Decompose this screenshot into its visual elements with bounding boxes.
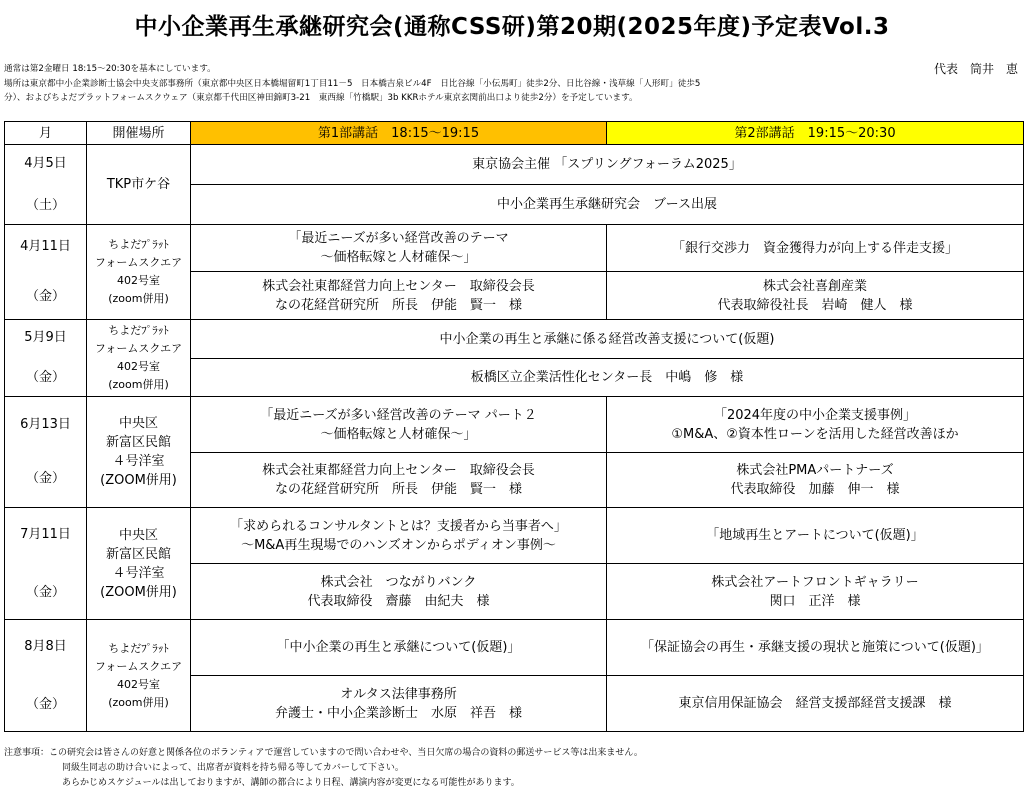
weekday: （金）	[25, 471, 65, 486]
month-cell	[5, 225, 87, 320]
speaker-line: 株式会社喜創産業	[762, 278, 867, 294]
part1-speaker	[191, 676, 607, 732]
table-row	[5, 225, 1024, 272]
speaker-line: オルタス法律事務所	[340, 686, 457, 702]
month-cell	[5, 145, 87, 225]
venue-line: ４号洋室	[112, 454, 165, 469]
date: 4月5日	[24, 155, 67, 171]
part1-title	[191, 508, 607, 564]
speaker-line: 代表取締役 齋藤 由紀夫 様	[307, 593, 490, 609]
note-line-3: あらかじめスケジュールは出しておりますが、講師の都合により日程、講演内容が変更になる可能性があります。	[62, 778, 520, 788]
part2-title	[607, 508, 1024, 564]
venue-line: 402号室	[117, 360, 160, 373]
representative: 代表 筒井 恵	[933, 62, 1018, 76]
speaker-line: 代表取締役社長 岩崎 健人 様	[717, 297, 913, 313]
venue-line: フォームスクエア	[94, 342, 183, 355]
title-line: ～M&A再生現場でのハンズオンからポディオン事例～	[241, 537, 556, 553]
speaker-line: なの花経営研究所 所長 伊能 賢一 様	[274, 482, 522, 497]
month-cell	[5, 320, 87, 397]
venue-line: 中央区	[118, 527, 158, 543]
weekday: （金）	[25, 696, 65, 712]
title-line: ～価格転嫁と人材確保～」	[320, 250, 477, 265]
schedule-table	[4, 121, 1024, 732]
part1-title	[191, 225, 607, 272]
title-line: 「保証協会の再生・承継支援の現状と施策について(仮題)」	[641, 640, 989, 655]
part2-speaker	[607, 453, 1024, 508]
part2-title	[607, 620, 1024, 676]
table-row	[5, 145, 1024, 185]
venue-cell	[87, 397, 191, 508]
table-row	[5, 620, 1024, 676]
weekday: （金）	[25, 584, 65, 600]
part1-speaker	[191, 272, 607, 320]
venue-cell	[87, 508, 191, 620]
venue-line: ４号洋室	[112, 565, 165, 581]
joint-lecture-title: 中小企業の再生と承継に係る経営改善支援について(仮題)	[191, 320, 1024, 359]
venue-line: (zoom併用)	[108, 378, 169, 391]
month-cell	[5, 620, 87, 732]
joint-lecture-title: 東京協会主催 「スプリングフォーラム2025」	[191, 145, 1024, 185]
header-venue: 開催場所	[87, 122, 191, 145]
part2-speaker	[607, 272, 1024, 320]
title-line: 「中小企業の再生と承継について(仮題)」	[276, 640, 521, 655]
weekday: （金）	[25, 370, 65, 385]
notes	[4, 746, 1014, 791]
speaker-line: 株式会社 つながりバンク	[320, 574, 477, 590]
venue-line: フォームスクエア	[94, 256, 183, 269]
speaker-line: 代表取締役 加藤 伸一 様	[730, 482, 900, 497]
part1-title	[191, 620, 607, 676]
table-row	[5, 397, 1024, 453]
venue-line: (zoom併用)	[108, 695, 169, 709]
intro-line-3: 分）、およびちよだプラットフォームスクウェア（東京都千代田区神田錦町3-21 東西線「竹橋駅」3b KKRホテル東京玄関前出口より徒歩2分）を予定しています。	[4, 93, 638, 103]
month-cell	[5, 397, 87, 508]
weekday: （土）	[25, 197, 65, 213]
speaker-line: 株式会社東都経営力向上センター 取締役会長	[262, 278, 535, 294]
venue-line: ちよだﾌﾟﾗｯﾄ	[108, 324, 169, 337]
date: 4月11日	[20, 239, 71, 254]
table-row	[5, 320, 1024, 359]
title-line: 「銀行交渉力 資金獲得力が向上する伴走支援」	[671, 240, 958, 256]
intro-text	[4, 62, 904, 106]
header-row	[5, 122, 1024, 145]
date: 5月9日	[24, 330, 67, 345]
joint-lecture-speaker: 中小企業再生承継研究会 ブース出展	[191, 185, 1024, 225]
part2-speaker	[607, 676, 1024, 732]
note-line-1: 注意事項：この研究会は皆さんの好意と関係各位のボランティアで運営していますので問い合わせや、当日欠席の場合の資料の郵送サービス等は出来ません。	[4, 748, 643, 758]
weekday: （金）	[25, 289, 65, 304]
date: 8月8日	[24, 638, 67, 654]
venue-line: ちよだﾌﾟﾗｯﾄ	[108, 238, 169, 251]
note-line-2: 同級生同志の助け合いによって、出席者が資料を持ち帰る等してカバーして下さい。	[62, 763, 404, 773]
part2-speaker	[607, 564, 1024, 620]
venue-line: (ZOOM併用)	[100, 584, 177, 600]
venue-line: (zoom併用)	[108, 292, 169, 305]
title-line: 「2024年度の中小企業支援事例」	[713, 407, 917, 423]
venue-line: TKP市ケ谷	[106, 177, 171, 192]
table-row	[5, 508, 1024, 564]
speaker-line: 弁護士・中小企業診断士 水原 祥吾 様	[274, 705, 522, 721]
venue-line: 402号室	[117, 677, 160, 691]
date: 7月11日	[20, 526, 71, 542]
venue-cell	[87, 620, 191, 732]
part2-title	[607, 225, 1024, 272]
venue-line: ちよだﾌﾟﾗｯﾄ	[108, 641, 169, 655]
part1-speaker	[191, 453, 607, 508]
venue-line: フォームスクエア	[94, 659, 183, 673]
part2-title	[607, 397, 1024, 453]
speaker-line: 東京信用保証協会 経営支援部経営支援課 様	[678, 696, 952, 711]
title-line: 「最近ニーズが多い経営改善のテーマ パート２	[260, 407, 537, 423]
title-line: 「地域再生とアートについて(仮題)」	[706, 528, 924, 543]
speaker-line: 株式会社アートフロントギャラリー	[711, 574, 919, 590]
venue-line: (ZOOM併用)	[100, 473, 177, 488]
venue-line: 中央区	[118, 416, 158, 431]
speaker-line: 株式会社PMAパートナーズ	[736, 463, 894, 478]
joint-lecture-speaker: 板橋区立企業活性化センター長 中嶋 修 様	[191, 359, 1024, 397]
title-line: 「求められるコンサルタントとは？支援者から当事者へ」	[230, 518, 567, 534]
venue-line: 新富区民館	[105, 546, 171, 562]
speaker-line: なの花経営研究所 所長 伊能 賢一 様	[274, 297, 522, 313]
speaker-line: 関口 正洋 様	[769, 593, 861, 609]
intro-line-2: 場所は東京都中小企業診断士協会中央支部事務所（東京都中央区日本橋堀留町1丁目11－5 日本橋吉泉ビル4F 日比谷線「小伝馬町」徒歩2分、日比谷線・浅草線「人形町」徒歩5	[4, 78, 701, 89]
title-line: ～価格転嫁と人材確保～」	[320, 426, 477, 442]
venue-cell	[87, 145, 191, 225]
venue-cell	[87, 320, 191, 397]
part1-speaker	[191, 564, 607, 620]
header-part1: 第1部講話 18:15～19:15	[191, 122, 607, 145]
venue-cell	[87, 225, 191, 320]
intro-line-1: 通常は第2金曜日 18:15～20:30を基本にしています。	[4, 64, 216, 74]
month-cell	[5, 508, 87, 620]
part1-title	[191, 397, 607, 453]
venue-line: 402号室	[117, 274, 160, 287]
page-title: 中小企業再生承継研究会(通称CSS研)第20期(2025年度)予定表Vol.3	[134, 14, 890, 40]
header-month: 月	[5, 122, 87, 145]
venue-line: 新富区民館	[105, 435, 171, 450]
speaker-line: 株式会社東都経営力向上センター 取締役会長	[262, 463, 535, 478]
title-line: ①M&A、②資本性ローンを活用した経営改善ほか	[671, 426, 959, 442]
title-line: 「最近ニーズが多い経営改善のテーマ	[288, 231, 509, 246]
header-part2: 第2部講話 19:15～20:30	[607, 122, 1024, 145]
date: 6月13日	[20, 417, 71, 432]
